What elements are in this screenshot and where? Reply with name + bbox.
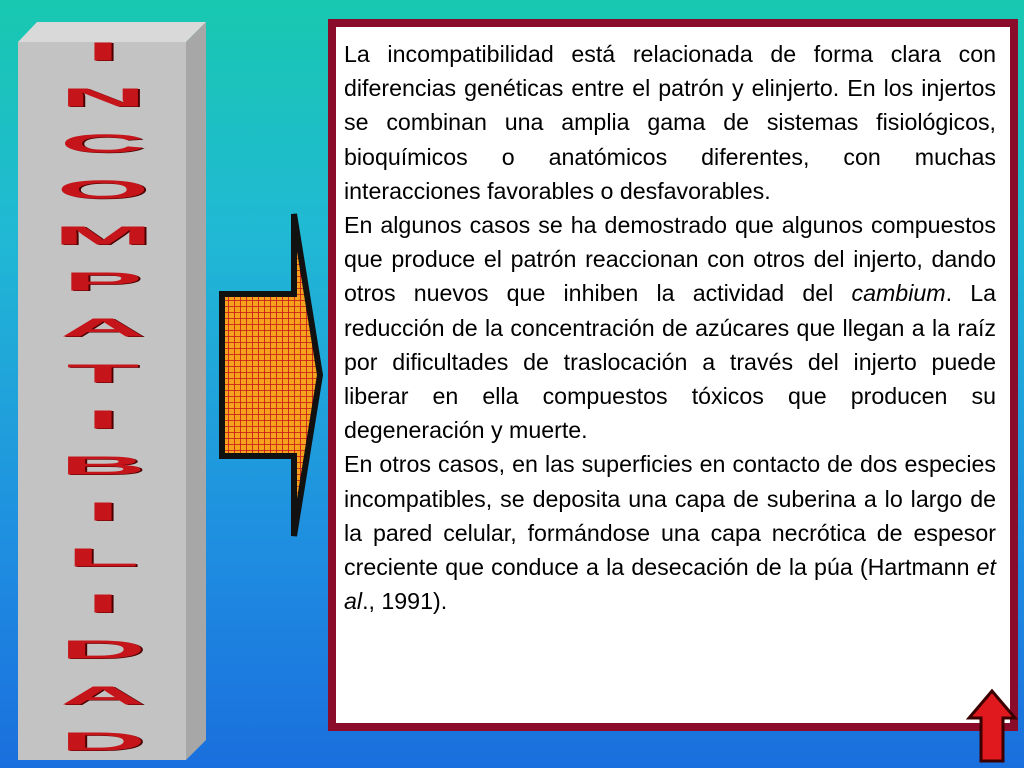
title-letter: N xyxy=(60,82,146,113)
title-letter: L xyxy=(66,542,140,573)
vertical-title xyxy=(18,34,188,760)
pillar-side-face xyxy=(186,22,206,760)
paragraph-2-part: En algunos casos se ha demostrado que algunos compuestos que produce el patrón reaccionan con otros del injerto, dando otros nuevos que inhiben la actividad del xyxy=(344,212,996,307)
title-letter: I xyxy=(86,36,120,67)
title-letter: I xyxy=(86,588,120,619)
text-panel xyxy=(328,19,1018,731)
paragraph-3-italic: et al xyxy=(344,554,996,615)
body-text xyxy=(344,37,996,618)
title-letter: I xyxy=(86,404,120,435)
paragraph-3-part: ., 1991). xyxy=(362,588,448,615)
title-letter: P xyxy=(63,266,143,297)
title-letter: D xyxy=(60,726,146,757)
paragraph-3 xyxy=(344,447,996,618)
title-letter: M xyxy=(53,220,153,251)
paragraph-2-part: . La reducción de la concentración de azúcares que llegan a la raíz por dificultades de traslocación a través del injerto puede liberar en ella compuestos tóxicos que producen su degeneración y muerte. xyxy=(344,280,996,444)
up-arrow-icon[interactable] xyxy=(966,688,1018,764)
right-arrow-icon xyxy=(216,210,326,540)
title-letter: T xyxy=(66,358,140,389)
paragraph-2 xyxy=(344,208,996,447)
title-letter: A xyxy=(60,312,146,343)
paragraph-3-part: En otros casos, en las superficies en contacto de dos especies incompatibles, se deposita una capa de suberina a lo largo de la pared celular, formándose una capa necrótica de espesor creciente que conduce a la desecación de la púa (Hartmann xyxy=(344,451,996,581)
title-letter: C xyxy=(60,128,146,159)
title-letter: I xyxy=(86,496,120,527)
paragraph-2-italic: cambium xyxy=(851,280,946,307)
title-letter: A xyxy=(60,680,146,711)
paragraph-1: La incompatibilidad está relacionada de forma clara con diferencias genéticas entre el patrón y elinjerto. En los injertos se combinan una amplia gama de sistemas fisiológicos, bioquímicos o anatómicos diferentes, con muchas interacciones favorables o desfavorables. xyxy=(344,41,996,204)
text-panel-inner xyxy=(336,27,1010,723)
title-letter: O xyxy=(56,174,150,205)
title-letter: B xyxy=(60,450,146,481)
title-letter: D xyxy=(60,634,146,665)
